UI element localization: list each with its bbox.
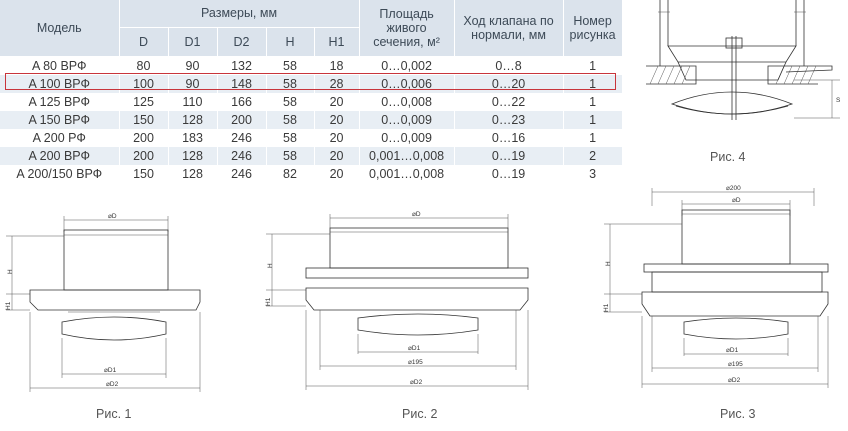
cell-d: 200 bbox=[119, 129, 168, 147]
cell-h: 58 bbox=[266, 147, 314, 165]
figure-3 bbox=[600, 184, 845, 396]
cell-d2: 246 bbox=[217, 129, 266, 147]
fig1-dim-d: ⌀D bbox=[108, 213, 117, 220]
cell-h1: 28 bbox=[314, 75, 359, 93]
header-fig bbox=[563, 0, 622, 56]
spec-table bbox=[0, 0, 623, 183]
cell-d2: 148 bbox=[217, 75, 266, 93]
cell-h: 58 bbox=[266, 111, 314, 129]
fig1-dim-d2: ⌀D2 bbox=[106, 381, 119, 388]
fig1-dim-h1: H1 bbox=[5, 301, 12, 310]
caption-fig1: Рис. 1 bbox=[96, 407, 132, 421]
dim-s-label: S bbox=[836, 97, 841, 104]
table-row bbox=[0, 165, 622, 183]
fig2-dim-d1: ⌀D1 bbox=[408, 345, 421, 352]
cell-model: A 200 РФ bbox=[0, 129, 119, 147]
header-d: D bbox=[119, 27, 168, 56]
cell-area: 0,001…0,008 bbox=[359, 165, 454, 183]
cell-d: 80 bbox=[119, 56, 168, 75]
fig1-dim-h: H bbox=[7, 269, 14, 274]
cell-h1: 20 bbox=[314, 129, 359, 147]
cell-travel: 0…8 bbox=[454, 56, 563, 75]
cell-h1: 20 bbox=[314, 93, 359, 111]
fig2-dim-h1: H1 bbox=[265, 297, 272, 306]
cell-model: A 200 ВРФ bbox=[0, 147, 119, 165]
figure-1 bbox=[0, 206, 215, 396]
cell-area: 0,001…0,008 bbox=[359, 147, 454, 165]
fig3-dim-h: H bbox=[605, 261, 612, 266]
cell-model: A 200/150 ВРФ bbox=[0, 165, 119, 183]
cell-d: 150 bbox=[119, 165, 168, 183]
caption-fig3: Рис. 3 bbox=[720, 407, 756, 421]
table-row bbox=[0, 75, 622, 93]
cell-area: 0…0,002 bbox=[359, 56, 454, 75]
caption-fig4: Рис. 4 bbox=[710, 150, 746, 164]
cell-d: 125 bbox=[119, 93, 168, 111]
cell-d: 150 bbox=[119, 111, 168, 129]
cell-area: 0…0,006 bbox=[359, 75, 454, 93]
cell-d2: 246 bbox=[217, 165, 266, 183]
table-row bbox=[0, 129, 622, 147]
cell-model: A 80 ВРФ bbox=[0, 56, 119, 75]
cell-area: 0…0,008 bbox=[359, 93, 454, 111]
cell-h: 82 bbox=[266, 165, 314, 183]
cell-h1: 20 bbox=[314, 111, 359, 129]
cell-h1: 20 bbox=[314, 165, 359, 183]
cell-d: 200 bbox=[119, 147, 168, 165]
cell-area: 0…0,009 bbox=[359, 129, 454, 147]
cell-fig: 3 bbox=[563, 165, 622, 183]
table-body bbox=[0, 56, 622, 183]
cell-fig: 1 bbox=[563, 56, 622, 75]
cell-travel: 0…19 bbox=[454, 147, 563, 165]
cell-d1: 128 bbox=[168, 111, 217, 129]
cell-h1: 20 bbox=[314, 147, 359, 165]
cell-fig: 1 bbox=[563, 93, 622, 111]
cell-model: A 100 ВРФ bbox=[0, 75, 119, 93]
cell-h: 58 bbox=[266, 56, 314, 75]
fig3-dim-h1: H1 bbox=[603, 303, 610, 312]
caption-fig2: Рис. 2 bbox=[402, 407, 438, 421]
header-area-text: Площадь живого сечения, м² bbox=[373, 6, 440, 49]
header-travel-text: Ход клапана по нормали, мм bbox=[463, 13, 554, 42]
cell-h: 58 bbox=[266, 75, 314, 93]
cell-d2: 200 bbox=[217, 111, 266, 129]
table-row bbox=[0, 147, 622, 165]
cell-d1: 90 bbox=[168, 56, 217, 75]
cell-model: A 125 ВРФ bbox=[0, 93, 119, 111]
cell-d2: 166 bbox=[217, 93, 266, 111]
fig2-dim-d2: ⌀D2 bbox=[410, 379, 423, 386]
cell-h: 58 bbox=[266, 129, 314, 147]
fig2-dim-d: ⌀D bbox=[412, 211, 421, 218]
cell-d2: 132 bbox=[217, 56, 266, 75]
cell-d1: 110 bbox=[168, 93, 217, 111]
cell-area: 0…0,009 bbox=[359, 111, 454, 129]
header-h1: H1 bbox=[314, 27, 359, 56]
table-row bbox=[0, 56, 622, 75]
header-travel bbox=[454, 0, 563, 56]
figure-4 bbox=[636, 0, 846, 148]
header-d2: D2 bbox=[217, 27, 266, 56]
fig3-dim-d: ⌀D bbox=[732, 197, 741, 204]
header-model: Модель bbox=[0, 0, 119, 56]
cell-model: A 150 ВРФ bbox=[0, 111, 119, 129]
cell-fig: 1 bbox=[563, 129, 622, 147]
fig3-dim-d200: ⌀200 bbox=[726, 185, 741, 192]
cell-h1: 18 bbox=[314, 56, 359, 75]
fig3-dim-d2: ⌀D2 bbox=[728, 377, 741, 384]
header-fig-text: Номер рисунка bbox=[569, 13, 616, 42]
cell-fig: 1 bbox=[563, 111, 622, 129]
cell-h: 58 bbox=[266, 93, 314, 111]
cell-d2: 246 bbox=[217, 147, 266, 165]
header-d1: D1 bbox=[168, 27, 217, 56]
figure-2 bbox=[262, 206, 552, 396]
cell-travel: 0…20 bbox=[454, 75, 563, 93]
cell-d1: 183 bbox=[168, 129, 217, 147]
header-area bbox=[359, 0, 454, 56]
fig3-dim-d1: ⌀D1 bbox=[726, 347, 739, 354]
header-sizes: Размеры, мм bbox=[119, 0, 359, 27]
cell-travel: 0…19 bbox=[454, 165, 563, 183]
fig3-dim-d195: ⌀195 bbox=[728, 361, 743, 368]
fig2-dim-d195: ⌀195 bbox=[408, 359, 423, 366]
cell-fig: 1 bbox=[563, 75, 622, 93]
cell-d1: 128 bbox=[168, 147, 217, 165]
header-h: H bbox=[266, 27, 314, 56]
fig2-dim-h: H bbox=[267, 263, 274, 268]
cell-fig: 2 bbox=[563, 147, 622, 165]
table-row bbox=[0, 93, 622, 111]
cell-d: 100 bbox=[119, 75, 168, 93]
cell-travel: 0…22 bbox=[454, 93, 563, 111]
cell-d1: 90 bbox=[168, 75, 217, 93]
fig1-dim-d1: ⌀D1 bbox=[104, 367, 117, 374]
cell-travel: 0…23 bbox=[454, 111, 563, 129]
cell-travel: 0…16 bbox=[454, 129, 563, 147]
cell-d1: 128 bbox=[168, 165, 217, 183]
table-row bbox=[0, 111, 622, 129]
